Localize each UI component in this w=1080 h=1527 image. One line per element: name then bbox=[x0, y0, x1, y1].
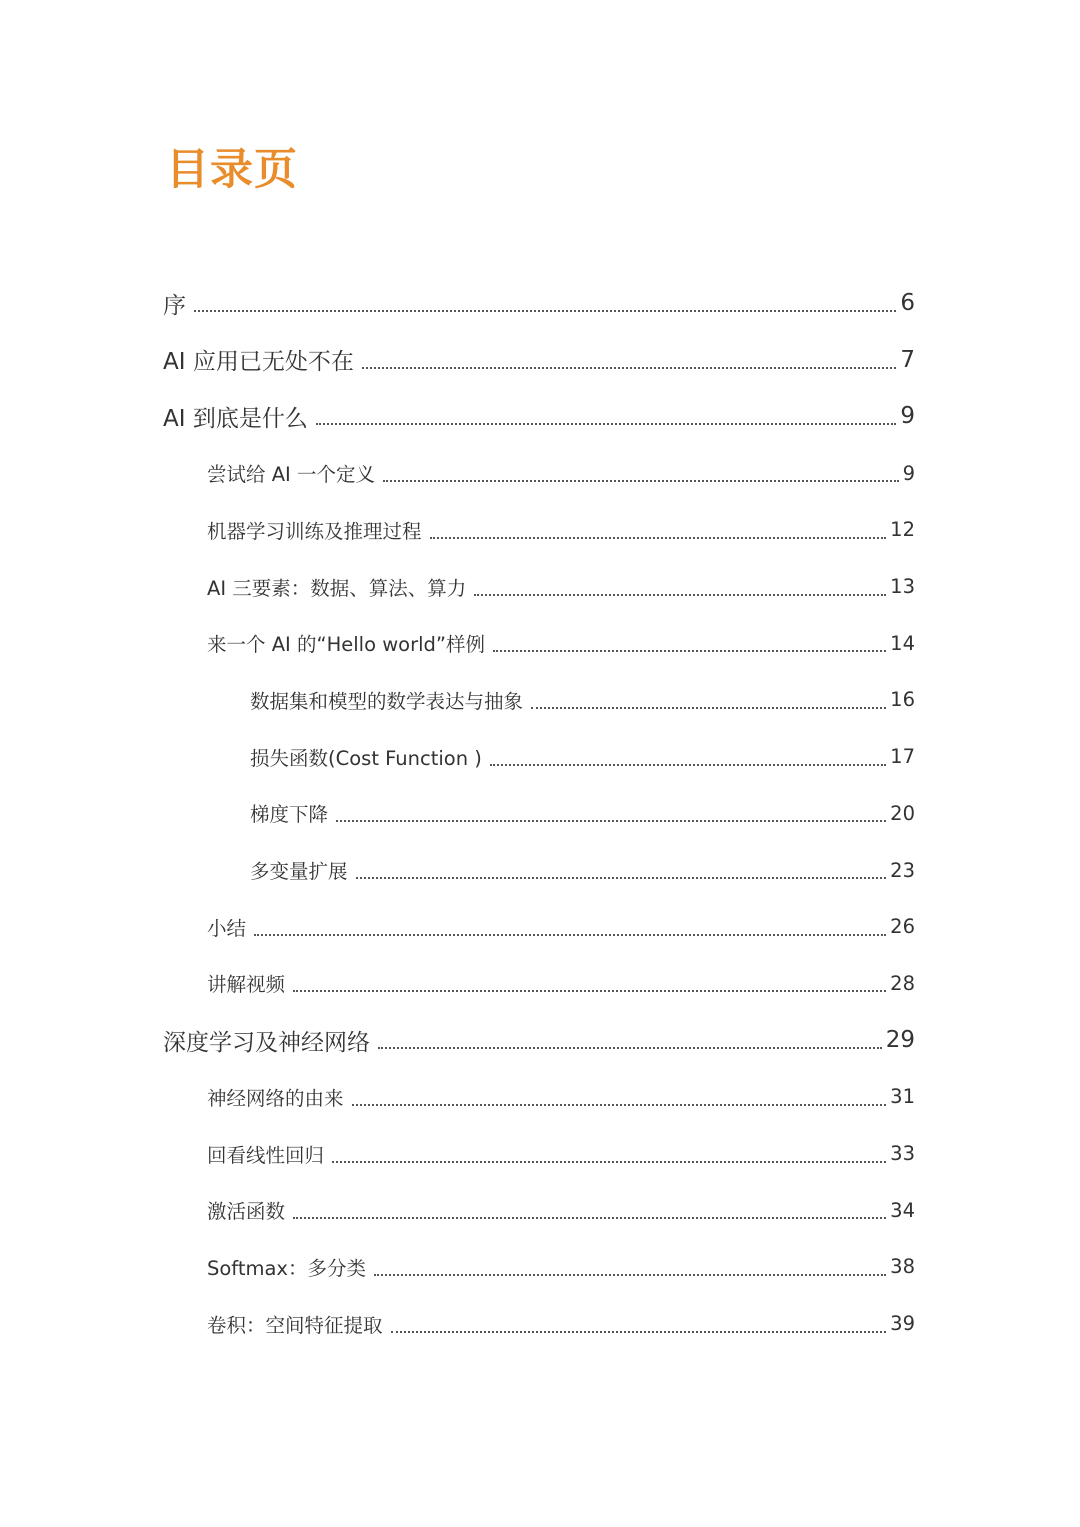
dot-leader bbox=[332, 1161, 886, 1163]
toc-entry-label: Softmax：多分类 bbox=[207, 1256, 366, 1280]
toc-entry-page-number: 26 bbox=[890, 915, 915, 939]
toc-entry-page-number: 6 bbox=[900, 290, 915, 316]
dot-leader bbox=[378, 1047, 882, 1049]
toc-entry[interactable] bbox=[207, 954, 915, 1012]
toc-entry-label: 序 bbox=[163, 292, 186, 319]
toc-entry-page-number: 16 bbox=[890, 688, 915, 712]
toc-entry-label: 数据集和模型的数学表达与抽象 bbox=[250, 689, 524, 713]
toc-entry-page-number: 12 bbox=[890, 518, 915, 542]
toc-entry-page-number: 20 bbox=[890, 801, 915, 825]
page-title: 目录页 bbox=[166, 145, 298, 195]
dot-leader bbox=[352, 1104, 887, 1106]
toc-entry[interactable] bbox=[207, 898, 915, 956]
toc-entry-label: 深度学习及神经网络 bbox=[163, 1029, 370, 1056]
toc-entry[interactable] bbox=[207, 1125, 915, 1183]
dot-leader bbox=[293, 1217, 886, 1219]
dot-leader bbox=[493, 650, 886, 652]
toc-entry-page-number: 17 bbox=[890, 745, 915, 769]
toc-entry-label: 梯度下降 bbox=[250, 803, 329, 827]
toc-entry[interactable] bbox=[163, 274, 915, 332]
toc-entry[interactable] bbox=[207, 501, 915, 559]
dot-leader bbox=[293, 990, 886, 992]
dot-leader bbox=[336, 820, 886, 822]
toc-entry[interactable] bbox=[250, 671, 915, 729]
toc-entry-label: 激活函数 bbox=[207, 1200, 286, 1224]
toc-entry-page-number: 7 bbox=[900, 346, 915, 373]
toc-entry-page-number: 13 bbox=[890, 575, 915, 598]
toc-entry-label: 多变量扩展 bbox=[250, 860, 348, 883]
toc-entry-label: 机器学习训练及推理过程 bbox=[207, 519, 422, 543]
toc-entry-page-number: 29 bbox=[885, 1027, 915, 1054]
toc-entry-label: 卷积：空间特征提取 bbox=[207, 1313, 383, 1337]
toc-entry-label: 小结 bbox=[207, 916, 247, 940]
dot-leader bbox=[316, 423, 897, 425]
toc-entry-label: 损失函数(Cost Function ) bbox=[250, 746, 482, 770]
dot-leader bbox=[490, 764, 886, 766]
toc-entry-label: 神经网络的由来 bbox=[207, 1086, 344, 1110]
toc-entry-label: AI 三要素：数据、算法、算力 bbox=[207, 576, 467, 600]
toc-entry-label: 讲解视频 bbox=[207, 973, 286, 997]
toc-entry[interactable] bbox=[250, 728, 915, 786]
toc-entry[interactable] bbox=[163, 331, 915, 389]
toc-entry-page-number: 31 bbox=[890, 1085, 915, 1109]
toc-entry-page-number: 23 bbox=[890, 858, 915, 882]
toc-entry[interactable] bbox=[207, 1238, 915, 1296]
toc-entry-page-number: 38 bbox=[890, 1255, 915, 1279]
toc-entry[interactable] bbox=[207, 1068, 915, 1126]
dot-leader bbox=[383, 480, 899, 482]
toc-entry-label: 来一个 AI 的“Hello world”样例 bbox=[207, 633, 486, 657]
toc-entry-page-number: 28 bbox=[890, 971, 915, 995]
dot-leader bbox=[430, 537, 887, 539]
toc-entry[interactable] bbox=[163, 1011, 915, 1069]
toc-entry-label: AI 应用已无处不在 bbox=[163, 349, 354, 376]
toc-entry[interactable] bbox=[207, 614, 915, 672]
dot-leader bbox=[391, 1331, 887, 1333]
toc-entry-page-number: 9 bbox=[902, 461, 915, 485]
dot-leader bbox=[374, 1274, 886, 1276]
toc-entry-page-number: 33 bbox=[890, 1142, 915, 1165]
toc-entry[interactable] bbox=[250, 841, 915, 899]
toc-entry-page-number: 39 bbox=[890, 1312, 915, 1336]
toc-entry[interactable] bbox=[207, 444, 915, 502]
toc-entry-page-number: 14 bbox=[890, 631, 915, 655]
toc-entry[interactable] bbox=[207, 1181, 915, 1239]
dot-leader bbox=[194, 310, 896, 312]
toc-entry-page-number: 9 bbox=[900, 403, 915, 430]
dot-leader bbox=[356, 877, 887, 879]
toc-entry-label: AI 到底是什么 bbox=[163, 405, 308, 432]
toc-entry-page-number: 34 bbox=[890, 1198, 915, 1222]
toc-entry[interactable] bbox=[207, 1295, 915, 1353]
toc-entry-label: 尝试给 AI 一个定义 bbox=[207, 463, 375, 487]
toc-entry[interactable] bbox=[207, 558, 915, 616]
dot-leader bbox=[531, 707, 886, 709]
dot-leader bbox=[474, 594, 886, 596]
toc-entry-label: 回看线性回归 bbox=[207, 1143, 325, 1167]
toc-entry[interactable] bbox=[250, 784, 915, 842]
dot-leader bbox=[362, 367, 897, 369]
toc-entry[interactable] bbox=[163, 387, 915, 445]
dot-leader bbox=[254, 934, 886, 936]
